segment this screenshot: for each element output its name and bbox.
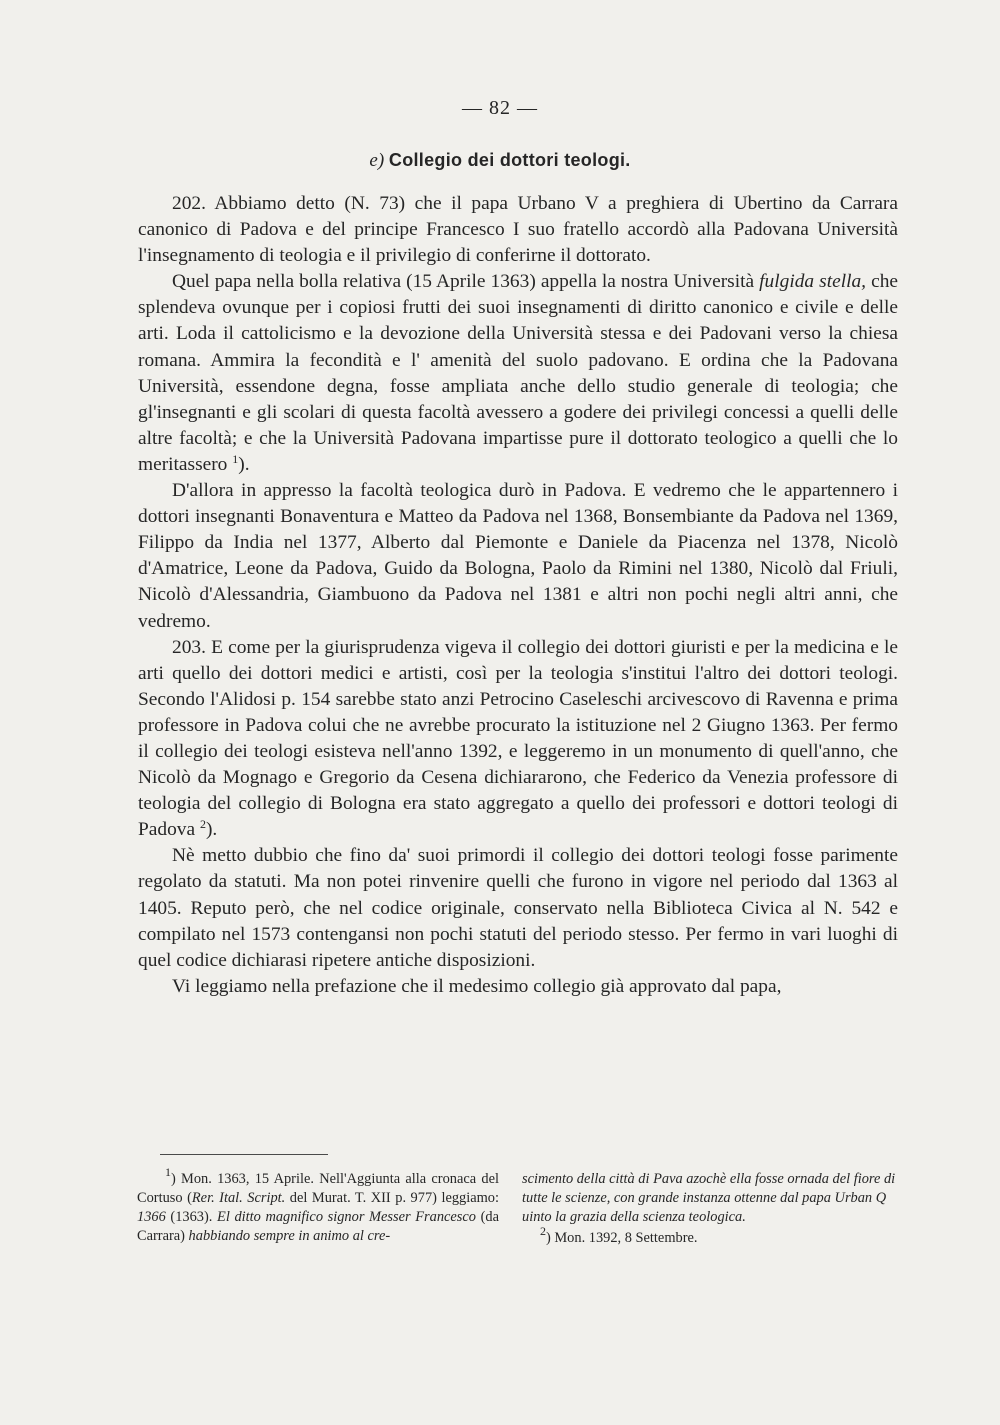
paragraph-text: ).: [205, 819, 218, 841]
footnote-1: [137, 1165, 499, 1246]
section-letter: e): [369, 150, 385, 171]
paragraph-text: che splendeva ovunque per i copiosi frutti dei suoi insegnamenti di diritto canonico e civile e delle arti. Loda il cattolicismo e la devozione della Università stessa e dei Padovani verso la chiesa romana. Ammira la fecondità e l' amenità del suolo padovano. E ordina che la Padovana Università, essendone degna, fosse ampliata anche dello studio generale di teologia; che gl'insegnanti e gli scolari di questa facoltà avessero a godere dei privilegi concessi a quelli delle altre facoltà; e che la Università Padovana impartisse pure il dottorato teologico a quelli che lo meritassero: [138, 271, 899, 475]
footnote-text: ) Mon. 1392, 8 Settembre.: [546, 1230, 698, 1246]
footnote-2: [522, 1224, 897, 1248]
footnote-text: (da Carrara): [137, 1209, 499, 1244]
footnote-quote: habbiando sempre in animo al cre-: [188, 1228, 391, 1244]
footnote-text: del Murat. T. XII p. 977) leggiamo:: [289, 1190, 499, 1206]
quoted-phrase: fulgida stella,: [759, 271, 867, 293]
footnote-mark-1: 1: [165, 1165, 171, 1179]
footnote-text: (1363).: [170, 1209, 213, 1225]
footnote-divider: [160, 1154, 328, 1155]
body-text: [138, 191, 898, 1000]
footnote-ref-1: 1: [232, 451, 239, 466]
footnote-ref-2: 2: [199, 817, 206, 832]
footnote-column-left: [137, 1165, 499, 1246]
paragraph-text: ).: [238, 453, 250, 475]
section-heading: [0, 150, 1000, 172]
paragraph-203: [138, 635, 898, 844]
paragraph-facolta: D'allora in appresso la facoltà teologica durò in Padova. E vedremo che le appartennero i dottori insegnanti Bonaventura e Matteo da Padova nel 1368, Bonsembiante da Padova nel 1369, Filippo da India nel 1377, Alberto dal Piemonte e Daniele da Piacenza nel 1378, Nicolò d'Amatrice, Leone da Padova, Guido da Bologna, Paolo da Rimini nel 1380, Nicolò dal Friuli, Nicolò d'Alessandria, Giambuono da Padova nel 1381 e altri non pochi negli altri anni, che vedremo.: [138, 480, 898, 632]
footnote-mark-2: 2: [540, 1224, 546, 1238]
paragraph-bolla: [138, 269, 898, 478]
paragraph-prefazione: Vi leggiamo nella prefazione che il medesimo collegio già approvato dal papa,: [172, 975, 782, 997]
paragraph-statuti: Nè metto dubbio che fino da' suoi primordi il collegio dei dottori teologi fosse parimente regolato da statuti. Ma non potei rinvenire quelli che furono in vigore nel periodo dal 1363 al 1405. Reputo però, che nel codice originale, conservato nella Biblioteca Civica al N. 542 e compilato nel 1573 contengansi non pochi statuti del periodo stesso. Per fermo in vari luoghi di quel codice dichiarasi ripetere antiche disposizioni.: [138, 845, 898, 971]
footnote-1-continued: scimento della città di Pava azochè ella fosse ornada del fiore di tutte le scienze, con grande instanza ottenne dal papa Urban Q uinto la grazia della scienza teologica.: [522, 1171, 896, 1225]
footnote-quote: El ditto magnifico signor Messer Francesco: [217, 1209, 476, 1225]
footnote-column-right: [522, 1170, 897, 1248]
footnote-text: ) Mon. 1363, 15 Aprile. Nell'Aggiunta alla cronaca del Cortuso (: [137, 1171, 499, 1206]
footnote-year: 1366: [137, 1209, 166, 1225]
paragraph-text: 203. E come per la giurisprudenza vigeva il collegio dei dottori giuristi e per la medicina e le arti quello dei dottori medici e artisti, così per la teologia s'institui l'altro dei dottori teologi. Secondo l'Alidosi p. 154 sarebbe stato anzi Petrocino Caseleschi arcivescovo di Ravenna e prima professore in Padova colui che ne avrebbe procurato la istituzione nel 2 Giugno 1363. Per fermo il collegio dei teologi esisteva nell'anno 1392, e leggeremo in un monumento di quell'anno, che Nicolò da Mognago e Gregorio da Cesena dichiararono, che Federico da Venezia professore di teologia del collegio di Bologna era stato aggregato a quello dei professori e dottori teologi di Padova: [138, 636, 898, 841]
paragraph-202: 202. Abbiamo detto (N. 73) che il papa Urbano V a preghiera di Ubertino da Carrara canonico di Padova e del principe Francesco I suo fratello accordò alla Padovana Università l'insegnamento di teologia e il privilegio di conferirne il dottorato.: [138, 193, 898, 267]
page-number: — 82 —: [462, 97, 538, 119]
footnote-citation: Rer. Ital. Script.: [191, 1190, 286, 1206]
paragraph-text: Quel papa nella bolla relativa (15 Aprile 1363) appella la nostra Università: [172, 271, 755, 293]
section-title: Collegio dei dottori teologi.: [388, 150, 631, 170]
